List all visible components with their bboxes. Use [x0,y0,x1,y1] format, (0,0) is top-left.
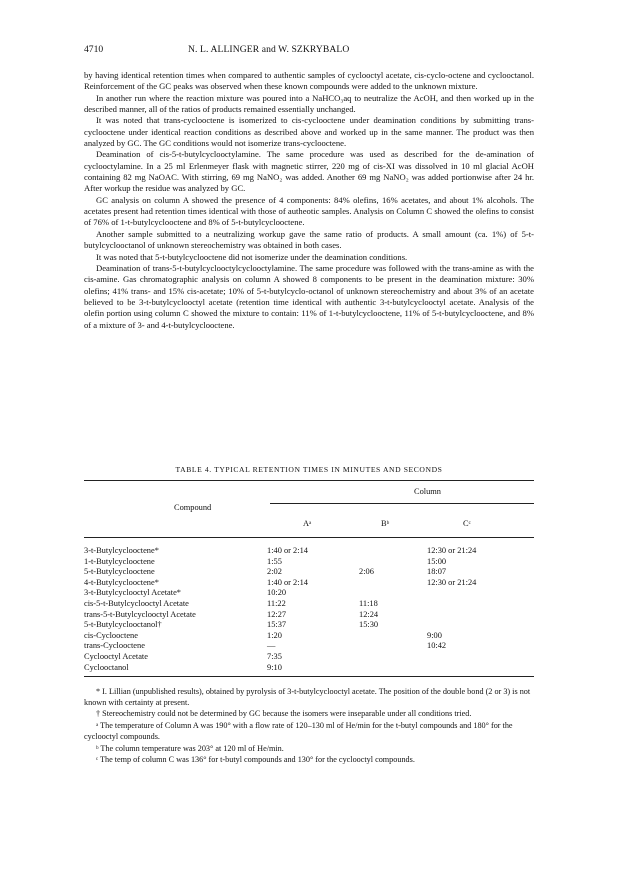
table-row [84,578,534,589]
column-a-cell: 15:37 [267,620,287,630]
compound-cell: trans-5-t-Butylcyclooctyl Acetate [84,609,196,619]
compound-cell: 3-t-Butylcyclooctyl Acetate* [84,588,181,598]
paragraph: Deamination of trans-5-t-butylcyclooctylcyclooctylamine. The same procedure was followed with the trans-amine as with the cis-amine. Gas chromatographic analysis on column A showed 8 components to be present in the deamination mixture: 30% olefins; 41% trans- and 15% cis-acetate; 10% of 5-t-butylcyclo-octanol of unknown stereochemistry and about 3% of an acetate believed to be 3-t-butylcyclooctyl acetate (retention time identical with authentic 3-t-butylcyclooctyl acetate. Analysis of the olefin portion using column C showed the mixture to contain: 11% of 1-t-butylcyclooctene, 11% of 5-t-butylcyclooctene, and 8% of a mixture of 3- and 4-t-butylcyclooctene. [84,262,534,330]
column-b-cell [359,557,427,568]
compound-cell: Cyclooctanol [84,662,129,672]
page-number: 4710 [84,44,104,55]
table-row [84,599,534,610]
column-c-cell: 10:42 [427,641,447,651]
compound-header: Compound [174,503,212,512]
column-c-cell [427,620,527,631]
column-b-cell [359,663,427,674]
column-a-cell: — [267,641,276,651]
table-row [84,546,534,557]
compound-cell: Cyclooctyl Acetate [84,651,148,661]
table-title: TABLE 4. TYPICAL RETENTION TIMES IN MINUTES AND SECONDS [175,465,443,474]
column-b-cell [359,631,427,642]
column-b-cell: 12:24 [359,609,379,619]
column-c-cell: 12:30 or 21:24 [427,577,477,587]
column-c-cell [427,652,527,663]
column-a-cell: 1:20 [267,630,282,640]
column-c-cell [427,599,527,610]
compound-cell: cis-Cyclooctene [84,630,138,640]
column-a-cell: 2:02 [267,567,282,577]
column-a-cell: 1:40 or 2:14 [267,577,308,587]
paragraph: In another run where the reaction mixture was poured into a NaHCO₃aq to neutralize the AcOH, and then worked up in the described manner, all of the ratios of products remained essentially unchanged. [84,92,534,115]
column-c-cell: 12:30 or 21:24 [427,546,477,555]
column-c-cell: 18:07 [427,567,447,577]
table-row [84,663,534,674]
column-a-cell: 9:10 [267,662,282,672]
running-header [84,44,532,55]
paragraph: by having identical retention times when compared to authentic samples of cyclooctyl acetate, cis-cyclo-octene and cyclooctanol. Reinforcement of the GC peaks was observed when these known compounds were added to the unknown mixture. [84,70,534,92]
column-c-cell [427,610,527,621]
compound-cell: 5-t-Butylcyclooctene [84,567,155,577]
table-bottom-rule [84,676,534,677]
compound-cell: 1-t-Butylcyclooctene [84,556,155,566]
column-b-cell [359,641,427,652]
compound-cell: cis-5-t-Butylcyclooctyl Acetate [84,598,189,608]
paragraph: GC analysis on column A showed the presence of 4 components: 84% olefins, 16% acetates, and about 1% alcohols. The acetates present had retention times identical with those of autheotic samples. Analysis on Column C showed the olefins to consist of 76% of 1-t-butylcyclooctene and 8% of 5-t-butylcyclooctene. [84,194,534,228]
table-footnotes [84,687,534,767]
table-row [84,620,534,631]
column-a-cell: 10:20 [267,588,287,598]
table-row [84,641,534,652]
paragraph: Another sample submitted to a neutralizing workup gave the same ratio of products. A small amount (ca. 1%) of 5-t-butylcyclooctanol of unknown stereochemistry was obtained in both cases. [84,228,534,251]
column-c-cell: 9:00 [427,630,442,640]
column-a-cell: 7:35 [267,651,282,661]
table-body [84,546,534,673]
paragraph: Deamination of cis-5-t-butylcyclooctylamine. The same procedure was used as described for the de-amination of cyclooctylamine. In a 25 ml Erlenmeyer flask with magnetic stirrer, 220 mg of cis-XI was dissolved in 10 ml glacial AcOH containing 82 mg NaOAC. With stirring, 69 mg NaNO₂ was added. Another 69 mg NaNO₂ was added portionwise after 24 hr. After workup the residue was analyzed by GC. [84,149,534,194]
column-b-cell [359,652,427,663]
footnote: ᶜ The temp of column C was 136° for t-butyl compounds and 130° for the cyclooctyl compounds. [96,755,415,765]
table-row [84,557,534,568]
footnote: * I. Lillian (unpublished results), obtained by pyrolysis of 3-t-butylcyclooctyl acetate. The position of the double bond (2 or 3) is not known with certainty at present. [84,687,531,707]
column-b-cell: 15:30 [359,620,379,630]
body-text [84,70,534,331]
column-a-cell: 1:40 or 2:14 [267,546,308,555]
table-row [84,588,534,599]
footnote: † Stereochemistry could not be determined by GC because the isomers were inseparable under all conditions tried. [96,709,472,719]
column-b-cell [359,578,427,589]
column-header-c: Cᶜ [463,519,471,528]
column-a-cell: 11:22 [267,598,286,608]
column-b-cell: 11:18 [359,598,378,608]
table-row [84,652,534,663]
column-group-header: Column [414,487,441,496]
column-header-b: Bᵇ [381,519,390,528]
column-b-cell: 2:06 [359,567,374,577]
column-c-cell [427,663,527,674]
paragraph: It was noted that trans-cyclooctene is isomerized to cis-cyclooctene under deamination conditions by submitting trans-cyclooctene under identical reaction conditions as described above and worked up in the same manner. The product was then analyzed by GC. The GC conditions would not isomerize trans-cyclooctene. [84,115,534,149]
column-a-cell: 12:27 [267,609,287,619]
compound-cell: 5-t-Butylcyclooctanol† [84,620,162,630]
column-group-rule [270,503,534,504]
column-b-cell [359,588,427,599]
column-c-cell: 15:00 [427,556,447,566]
paragraph: It was noted that 5-t-butylcyclooctene did not isomerize under the deamination conditions. [96,251,408,262]
compound-cell: 3-t-Butylcyclooctene* [84,546,159,555]
table-header-rule [84,537,534,538]
running-head-authors: N. L. ALLINGER and W. SZKRYBALO [188,44,350,55]
footnote: ᵇ The column temperature was 203° at 120 ml of He/min. [96,743,284,753]
column-header-a: Aᵃ [303,519,312,528]
column-a-cell: 1:55 [267,556,282,566]
column-c-cell [427,588,527,599]
table-row [84,567,534,578]
column-b-cell [359,546,427,557]
table-row [84,631,534,642]
table-row [84,610,534,621]
table-top-rule [84,480,534,481]
compound-cell: trans-Cyclooctene [84,641,145,651]
compound-cell: 4-t-Butylcyclooctene* [84,577,159,587]
footnote: ᵃ The temperature of Column A was 190° with a flow rate of 120–130 ml of He/min for the t-butyl compounds and 180° for the cyclooctyl compounds. [84,721,513,741]
